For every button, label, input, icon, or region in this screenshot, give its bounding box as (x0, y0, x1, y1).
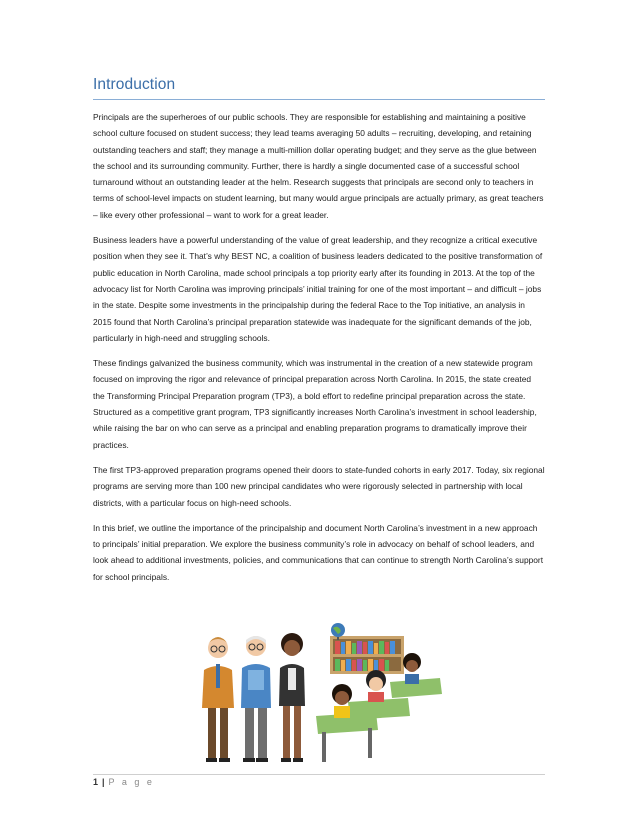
paragraph: These findings galvanized the business community, which was instrumental in the creation of a new statewide program focused on improving the rigor and relevance of principal preparation across North Carolina. In 2015, the state created the Transforming Principal Preparation program (TP3), a bold effort to redefine principal preparation across the state. Structured as a competitive grant program, TP3 significantly increases North Carolina’s investment in school leadership, while raising the bar on who can serve as a principal and enabling preparation programs to dramatically improve their practices. (93, 358, 537, 450)
heading-underline (93, 99, 545, 100)
body-text (93, 109, 545, 594)
paragraph: In this brief, we outline the importance of the principalship and document North Carolina’s investment in a new approach to principals’ initial preparation. We explore the business community’s role in advocacy on behalf of school leaders, and look ahead to additional investments, policies, and communications that can continue to strength North Carolina’s support for school principals. (93, 522, 544, 582)
teacher-figure (241, 636, 271, 762)
section-heading: Introduction (93, 76, 176, 93)
footer-separator: | (102, 777, 105, 787)
bookshelf (330, 636, 404, 674)
teacher-figure (279, 633, 305, 762)
classroom-illustration (190, 622, 450, 770)
footer-rule (93, 774, 545, 775)
paragraph: The first TP3-approved preparation programs opened their doors to state-funded cohorts in early 2017. Today, six regional programs are serving more than 100 new principal candidates who were rigorously selected in partnership with local districts, with a particular focus on high-need schools. (93, 464, 545, 508)
page-footer (93, 777, 154, 787)
paragraph: Principals are the superheroes of our public schools. They are responsible for establishing and maintaining a positive school culture focused on student success; they lead teams averaging 50 adults – recruiting, developing, and retaining outstanding teachers and staff; they manage a multi-million dollar operating budget; and they serve as the glue between the school and its surrounding community. Further, there is hardly a single documented case of a successful school turnaround without an outstanding leader at the helm. Research suggests that principals are second only to teachers in terms of school-level impacts on student learning, but many would argue principals are actually primary, as great teachers – like every other professional – want to work for a great leader. (93, 112, 544, 220)
page-number: 1 (93, 777, 99, 787)
teacher-figure (202, 637, 234, 762)
page-label: P a g e (108, 777, 155, 787)
paragraph: Business leaders have a powerful understanding of the value of great leadership, and they recognize a critical executive position when they see it. That’s why BEST NC, a coalition of business leaders dedicated to the positive transformation of public education in North Carolina, made school principals a top priority early after its founding in 2013. At the top of the advocacy list for North Carolina was improving principals’ initial training for one of the most important – and difficult – jobs in the state. Despite some investments in the principalship during the federal Race to the Top initiative, an analysis in 2015 found that North Carolina’s principal preparation statewide was inadequate for the significant demands of the job, particularly in high-need and struggling schools. (93, 235, 543, 343)
